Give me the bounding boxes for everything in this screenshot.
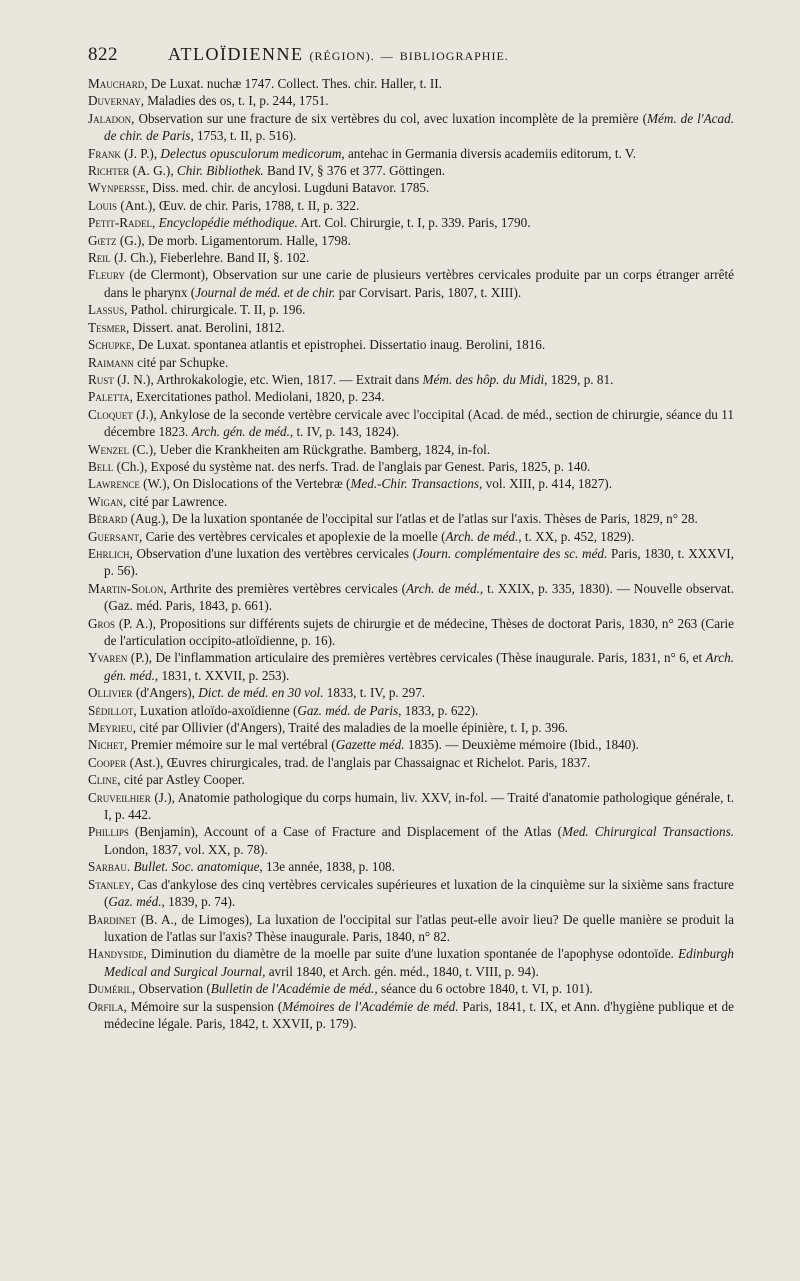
- entry-rest: par Corvisart. Paris, 1807, t. XIII).: [335, 284, 522, 300]
- entry-rest: Paris, 1830, t. XXXVI, p. 56).: [104, 545, 734, 579]
- entry-title: Mémoires de l'Académie de méd.: [282, 998, 459, 1014]
- entry-text: (Aug.), De la luxation spontanée de l'occipital sur l'atlas et de l'atlas sur l'axis. Thèses de Paris, 1829, n° 28.: [127, 511, 698, 527]
- entry-text: (d'Angers),: [132, 685, 199, 701]
- bibliography-entry: [88, 771, 734, 788]
- entry-text: (A. G.),: [129, 163, 177, 179]
- bibliography-entry: [88, 162, 734, 179]
- entry-author: Petit-Radel,: [88, 215, 156, 231]
- entry-author: Nichet,: [88, 737, 128, 753]
- bibliography-entry: [88, 684, 734, 701]
- entry-rest: 1833, p. 622).: [401, 702, 479, 718]
- bibliography-entry: [88, 354, 734, 371]
- entry-text: (P. A.), Propositions sur différents sujets de chirurgie et de médecine, Thèses de doctorat Paris, 1830, n° 263 (Carie de l'articulation occipito-atloïdienne, p. 16).: [104, 615, 734, 648]
- bibliography-entry: [88, 719, 734, 736]
- bibliography-entry: [88, 876, 734, 911]
- entry-title: Mém. de l'Acad. de chir. de Paris,: [104, 110, 735, 144]
- entry-text: (Ast.), Œuvres chirurgicales, trad. de l'anglais par Chassaignac et Richelot. Paris, 1837.: [126, 754, 591, 770]
- bibliography-entry: [88, 980, 734, 997]
- bibliography-entry: [88, 615, 734, 650]
- entry-text: (J. N.), Arthrokakologie, etc. Wien, 1817. — Extrait dans: [113, 371, 423, 387]
- entry-text: cité par Lawrence.: [126, 493, 228, 509]
- bibliography-entry: [88, 858, 734, 875]
- entry-text: cité par Schupke.: [133, 354, 229, 370]
- entry-rest: t. IV, p. 143, 1824).: [293, 424, 400, 440]
- entry-author: Orfila,: [88, 998, 127, 1014]
- bibliography-entry: [88, 754, 734, 771]
- entry-text: (P.), De l'inflammation articulaire des premières vertèbres cervicales (Thèse inaugurale. Paris, 1831, n° 6, et: [127, 650, 706, 666]
- entry-text: (Ant.), Œuv. de chir. Paris, 1788, t. II, p. 322.: [117, 197, 360, 213]
- running-title-section: BIBLIOGRAPHIE.: [399, 49, 509, 63]
- entry-rest: antehac in Germania diversis academiis editorum, t. V.: [344, 145, 637, 161]
- bibliography-entry: [88, 301, 734, 318]
- entry-text: (G.), De morb. Ligamentorum. Halle, 1798.: [116, 232, 351, 248]
- entry-author: Schupke,: [88, 337, 135, 353]
- entry-author: Sédillot,: [88, 702, 137, 718]
- bibliography-entry: [88, 92, 734, 109]
- entry-author: Sarbau.: [88, 859, 131, 875]
- entry-author: Rust: [88, 371, 114, 387]
- entry-author: Tesmer,: [88, 319, 130, 335]
- entry-author: Stanley,: [88, 876, 134, 892]
- bibliography-entry: [88, 441, 734, 458]
- bibliography-entry: [88, 545, 734, 580]
- bibliography-entry: [88, 145, 734, 162]
- entry-author: Paletta,: [88, 389, 133, 405]
- entry-author: Duvernay,: [88, 93, 144, 109]
- entry-author: Cline,: [88, 772, 121, 788]
- entry-title: Gazette méd.: [335, 737, 405, 753]
- entry-author: Richter: [88, 163, 130, 179]
- entry-rest: 1833, t. IV, p. 297.: [323, 685, 426, 701]
- running-title-dash: —: [380, 49, 394, 63]
- entry-title: Med.-Chir. Transactions,: [350, 476, 483, 492]
- bibliography-entry: [88, 179, 734, 196]
- bibliography-entry: [88, 510, 734, 527]
- entry-author: Meyrieu,: [88, 720, 137, 736]
- entry-rest: Paris, 1841, t. IX, et Ann. d'hygiène publique et de médecine légale. Paris, 1842, t. XXVII, p. 179).: [104, 998, 734, 1031]
- entry-text: Exercitationes pathol. Mediolani, 1820, p. 234.: [132, 389, 385, 405]
- bibliography-entry: [88, 249, 734, 266]
- entry-text: (B. A., de Limoges), La luxation de l'occipital sur l'atlas peut-elle avoir lieu? De quelle manière se produit la luxation de l'atlas sur l'axis? Thèse inaugurale. Paris, 1840, n° 82.: [104, 911, 734, 944]
- entry-author: Handyside,: [88, 946, 147, 962]
- bibliography-entry: [88, 232, 734, 249]
- entry-rest: , 1839, p. 74).: [161, 894, 236, 910]
- entry-author: Bell: [88, 458, 114, 474]
- entry-rest: Band IV, § 376 et 377. Göttingen.: [263, 163, 446, 179]
- entry-text: (de Clermont), Observation sur une carie de plusieurs vertèbres cervicales produite par un corps étranger arrêté dans le pharynx (: [104, 267, 734, 300]
- entry-text: cité par Ollivier (d'Angers), Traité des maladies de la moelle épinière, t. I, p. 396.: [136, 720, 568, 736]
- entry-author: Gœtz: [88, 232, 117, 248]
- entry-author: Louis: [88, 197, 118, 213]
- entry-title: Edinburgh Medical and Surgical Journal,: [104, 946, 734, 979]
- entry-rest: vol. XIII, p. 414, 1827).: [482, 476, 612, 492]
- entry-text: (J.), Ankylose de la seconde vertèbre cervicale avec l'occipital (Acad. de méd., section de chirurgie, séance du 11 décembre 1823.: [104, 406, 734, 440]
- entry-text: (W.), On Dislocations of the Vertebræ (: [139, 476, 351, 492]
- bibliography-entry: [88, 406, 734, 441]
- entry-author: Cruveilhier: [88, 789, 151, 805]
- entry-text: (Benjamin), Account of a Case of Fracture and Displacement of the Atlas (: [128, 824, 562, 840]
- entry-text: Arthrite des premières vertèbres cervicales (: [166, 580, 406, 596]
- bibliography-entry: [88, 197, 734, 214]
- entry-title: Dict. de méd. en 30 vol.: [198, 685, 324, 701]
- entry-rest: t. XXIX, p. 335, 1830). — Nouvelle observat. (Gaz. méd. Paris, 1843, p. 661).: [104, 580, 735, 614]
- entry-text: cité par Astley Cooper.: [120, 772, 245, 788]
- entry-title: Bullet. Soc. anatomique,: [133, 859, 263, 875]
- entry-author: Ehrlich,: [88, 545, 133, 561]
- bibliography-entry: [88, 458, 734, 475]
- entry-text: Observation sur une fracture de six vertèbres du col, avec luxation incomplète de la première (: [134, 110, 648, 126]
- entry-rest: 1831, t. XXVII, p. 253).: [158, 667, 290, 683]
- bibliography-entry: [88, 649, 734, 684]
- bibliography-entry: [88, 736, 734, 753]
- bibliography-entry: [88, 945, 734, 980]
- bibliography-entry: [88, 823, 734, 858]
- entry-text: Maladies des os, t. I, p. 244, 1751.: [144, 93, 329, 109]
- entry-title: Bulletin de l'Académie de méd.,: [210, 981, 378, 997]
- running-title-region: (RÉGION).: [309, 49, 375, 63]
- entry-title: Arch. gén. de méd.,: [191, 424, 294, 440]
- entry-author: Reil: [88, 250, 111, 266]
- bibliography-entry: [88, 493, 734, 510]
- entry-author: Jaladon,: [88, 110, 135, 126]
- entry-title: Encyclopédie méthodique.: [158, 215, 298, 231]
- entry-text: Pathol. chirurgicale. T. II, p. 196.: [127, 302, 306, 318]
- entry-text: Luxation atloïdo-axoïdienne (: [136, 702, 298, 718]
- running-title-main: ATLOÏDIENNE: [168, 44, 304, 64]
- entry-title: Arch. de méd.,: [445, 528, 522, 544]
- entry-author: Cooper: [88, 754, 127, 770]
- bibliography-entry: [88, 319, 734, 336]
- entry-author: Lassus,: [88, 302, 128, 318]
- entry-author: Fleury: [88, 267, 125, 283]
- entry-text: (J. P.),: [120, 145, 161, 161]
- page-number: 822: [88, 44, 118, 65]
- entry-title: Gaz. méd.: [108, 894, 162, 910]
- entry-rest: 13e année, 1838, p. 108.: [262, 859, 395, 875]
- entry-author: Cloquet: [88, 406, 133, 422]
- entry-title: Med. Chirurgical Transactions.: [561, 824, 734, 840]
- entry-author: Guersant,: [88, 528, 143, 544]
- entry-text: De Luxat. nuchæ 1747. Collect. Thes. chir. Haller, t. II.: [147, 76, 442, 91]
- entry-text: (J. Ch.), Fieberlehre. Band II, §. 102.: [110, 250, 310, 266]
- entry-author: Gros: [88, 615, 116, 631]
- entry-title: Journal de méd. et de chir.: [195, 284, 336, 300]
- entry-text: Dissert. anat. Berolini, 1812.: [129, 319, 285, 335]
- entry-text: Diminution du diamètre de la moelle par suite d'une luxation spontanée de l'apophyse odontoïde.: [146, 946, 679, 962]
- entry-text: Diss. med. chir. de ancylosi. Lugduni Batavor. 1785.: [148, 180, 430, 196]
- bibliography-entry: [88, 475, 734, 492]
- bibliography-entry: [88, 75, 734, 92]
- entry-text: (C.), Ueber die Krankheiten am Rückgrathe. Bamberg, 1824, in-fol.: [128, 441, 491, 457]
- entry-rest: Art. Col. Chirurgie, t. I, p. 339. Paris, 1790.: [297, 215, 531, 231]
- entry-rest: London, 1837, vol. XX, p. 78).: [104, 841, 268, 857]
- entry-rest: avril 1840, et Arch. gén. méd., 1840, t. VIII, p. 94).: [265, 963, 539, 979]
- bibliography-entry: [88, 266, 734, 301]
- entry-text: Observation d'une luxation des vertèbres cervicales (: [132, 545, 418, 561]
- entry-author: Wynpersse,: [88, 180, 149, 196]
- entry-author: Bérard: [88, 511, 128, 527]
- bibliography-entry: [88, 998, 734, 1033]
- entry-rest: 1835). — Deuxième mémoire (Ibid., 1840).: [404, 737, 639, 753]
- entry-title: Chir. Bibliothek.: [176, 163, 264, 179]
- entry-text: De Luxat. spontanea atlantis et epistrophei. Dissertatio inaug. Berolini, 1816.: [134, 337, 546, 353]
- bibliography-entry: [88, 214, 734, 231]
- entry-author: Mauchard,: [88, 76, 148, 91]
- entry-title: Gaz. méd. de Paris,: [297, 702, 402, 718]
- entry-author: Bardinet: [88, 911, 137, 927]
- entry-author: Phillips: [88, 824, 129, 840]
- entry-rest: séance du 6 octobre 1840, t. VI, p. 101).: [377, 981, 593, 997]
- entry-text: Mémoire sur la suspension (: [126, 998, 283, 1014]
- bibliography-entry: [88, 336, 734, 353]
- entry-text: (J.), Anatomie pathologique du corps humain, liv. XXV, in-fol. — Traité d'anatomie pathologique générale, t. I, p. 442.: [104, 789, 734, 823]
- entry-author: Raimann: [88, 354, 134, 370]
- bibliography-entry: [88, 911, 734, 946]
- entry-author: Duméril,: [88, 981, 136, 997]
- bibliography-entry: [88, 110, 734, 145]
- running-title: [168, 44, 509, 65]
- entry-title: Delectus opusculorum medicorum,: [160, 145, 345, 161]
- entry-author: Frank: [88, 145, 121, 161]
- bibliography-entry: [88, 580, 734, 615]
- entry-title: Arch. gén. méd.,: [104, 650, 734, 683]
- entry-author: Wenzel: [88, 441, 129, 457]
- entry-rest: 1829, p. 81.: [547, 371, 614, 387]
- entry-text: Carie des vertèbres cervicales et apoplexie de la moelle (: [142, 528, 446, 544]
- bibliography-entry: [88, 371, 734, 388]
- entry-text: Observation (: [135, 981, 211, 997]
- bibliography-entry: [88, 388, 734, 405]
- entry-rest: 1753, t. II, p. 516).: [193, 128, 297, 144]
- entry-text: Cas d'ankylose des cinq vertèbres cervicales supérieures et luxation de la cinquième sur la sixième sans fracture (: [104, 876, 734, 910]
- entry-author: Wigan,: [88, 493, 127, 509]
- entry-author: Ollivier: [88, 685, 133, 701]
- entry-title: Journ. complémentaire des sc. méd.: [417, 545, 608, 561]
- entry-text: Premier mémoire sur le mal vertébral (: [127, 737, 336, 753]
- bibliography-entry: [88, 528, 734, 545]
- entry-rest: t. XX, p. 452, 1829).: [521, 528, 635, 544]
- running-header: [88, 44, 734, 68]
- entry-title: Arch. de méd.,: [406, 580, 484, 596]
- bibliography-entry: [88, 702, 734, 719]
- bibliography-list: [88, 75, 734, 1032]
- entry-author: Lawrence: [88, 476, 140, 492]
- entry-text: (Ch.), Exposé du système nat. des nerfs. Trad. de l'anglais par Genest. Paris, 1825, p. 140.: [113, 458, 591, 474]
- bibliography-entry: [88, 789, 734, 824]
- entry-title: Mém. des hôp. du Midi,: [422, 371, 548, 387]
- entry-author: Martin-Solon,: [88, 580, 167, 596]
- entry-author: Yvaren: [88, 650, 128, 666]
